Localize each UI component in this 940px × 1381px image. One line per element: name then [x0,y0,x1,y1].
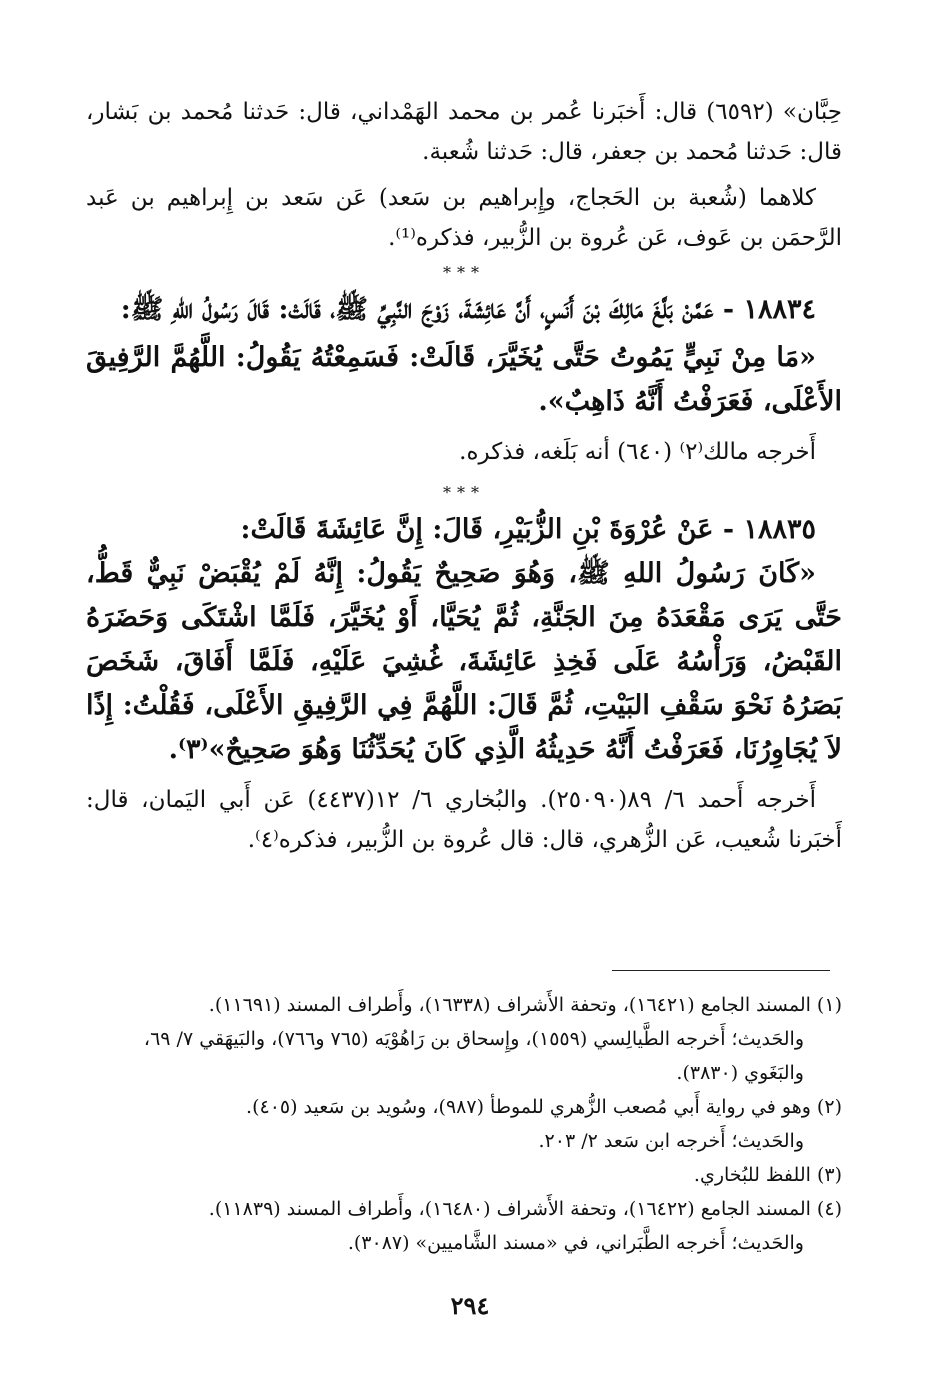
footnote-divider [612,970,830,971]
hadith-18834-matn: «مَا مِنْ نَبِيٍّ يَمُوتُ حَتَّى يُخَيَّرَ، قَالَتْ: فَسَمِعْتُهُ يَقُولُ: اللَّهُمَّ الرَّفِيقَ الأَعْلَى، فَعَرَفْتُ أَنَّهُ ذَاهِبٌ». [86,342,842,417]
footnotes [86,988,842,1260]
hadith-heading-text: عَمَّنْ بَلَّغَ مَالِكَ بْنَ أَنَسٍ، أَنَّ عَائِشَةَ، زَوْجَ النَّبِيِّ ﷺ، قَالَتْ: قَالَ رَسُولُ اللهِ ﷺ: [120,294,714,325]
hadith-18834-takhrij: أَخرجه مالك⁽٢⁾ (٦٤٠) أنه بَلَغه، فذكره. [459,439,816,465]
hadith-heading-text: عَنْ عُرْوَةَ بْنِ الزُّبَيْرِ، قَالَ: إِنَّ عَائِشَةَ قَالَتْ: [240,514,714,545]
footnote-2-continuation: والحَديث؛ أَخرجه ابن سَعد ٢/ ٢٠٣. [538,1130,804,1152]
hadith-18835-heading [86,508,842,552]
footnote-4: (٤) المسند الجامع (١٦٤٢٢)، وتحفة الأَشراف (١٦٤٨٠)، وأَطراف المسند (١١٨٣٩). [208,1198,842,1220]
hadith-18835-matn: «كَانَ رَسُولُ اللهِ ﷺ، وَهُوَ صَحِيحٌ يَقُولُ: إِنَّهُ لَمْ يُقْبَضْ نَبِيٌّ قَطُّ، حَتَّى يَرَى مَقْعَدَهُ مِنَ الجَنَّةِ، ثُمَّ يُحَيَّا، أَوْ يُخَيَّرَ، فَلَمَّا اشْتَكَى وَحَضَرَهُ القَبْضُ، وَرَأْسُهُ عَلَى فَخِذِ عَائِشَةَ، غُشِيَ عَلَيْهِ، فَلَمَّا أَفَاقَ، شَخَصَ بَصَرُهُ نَحْوَ سَقْفِ البَيْتِ، ثُمَّ قَالَ: اللَّهُمَّ فِي الرَّفِيقِ الأَعْلَى، فَقُلْتُ: إِذًا لاَ يُجَاوِرُنَا، فَعَرَفْتُ أَنَّهُ حَدِيثُهُ الَّذِي كَانَ يُحَدِّثُنَا وَهُوَ صَحِيحٌ»⁽٣⁾. [86,558,842,765]
section-separator-2: *** [443,483,485,502]
hadith-18835-takhrij: أَخرجه أَحمد ٦/ ٨٩(٢٥٠٩٠). والبُخاري ٦/ ١٢(٤٤٣٧) عَن أَبي اليَمان، قال: أَخبَرنا شُعيب، عَن الزُّهري، قال: قال عُروة بن الزُّبير، فذكره⁽٤⁾. [86,787,842,853]
section-separator-1: *** [443,263,485,282]
footnote-4-continuation: والحَديث؛ أَخرجه الطَّبَراني، في «مسند الشَّاميين» (٣٠٨٧). [347,1232,804,1254]
isnad-summary: كلاهما (شُعبة بن الحَجاج، وإِبراهيم بن سَعد) عَن سَعد بن إِبراهيم بن عَبد الرَّحمَن بن عَوف، عَن عُروة بن الزُّبير، فذكره⁽¹⁾. [86,185,842,251]
footnote-3: (٣) اللفظ للبُخاري. [693,1164,842,1186]
hadith-number: ١٨٨٣٥ - [722,514,816,545]
footnote-2: (٢) وهو في رواية أَبي مُصعب الزُّهري للموطأ (٩٨٧)، وسُويد بن سَعيد (٤٠٥). [246,1096,842,1118]
hadith-18834-heading [86,288,842,332]
footnote-1: (١) المسند الجامع (١٦٤٢١)، وتحفة الأَشراف (١٦٣٣٨)، وأَطراف المسند (١١٦٩١). [208,994,842,1016]
page-body [86,92,842,860]
isnad-continuation: حِبَّان» (٦٥٩٢) قال: أَخبَرنا عُمر بن محمد الهَمْداني، قال: حَدثنا مُحمد بن بَشار، قال: حَدثنا مُحمد بن جعفر، قال: حَدثنا شُعبة. [86,99,842,165]
footnote-1-continuation: والحَديث؛ أَخرجه الطَّيالِسي (١٥٥٩)، وإِسحاق بن رَاهُوْيَه (٧٦٥ و٧٦٦)، والبَيهَقي ٧/ ٦٩، والبَغَوي (٣٨٣٠). [143,1028,804,1084]
hadith-number: ١٨٨٣٤ - [722,294,816,325]
page-number: ٢٩٤ [450,1291,490,1320]
